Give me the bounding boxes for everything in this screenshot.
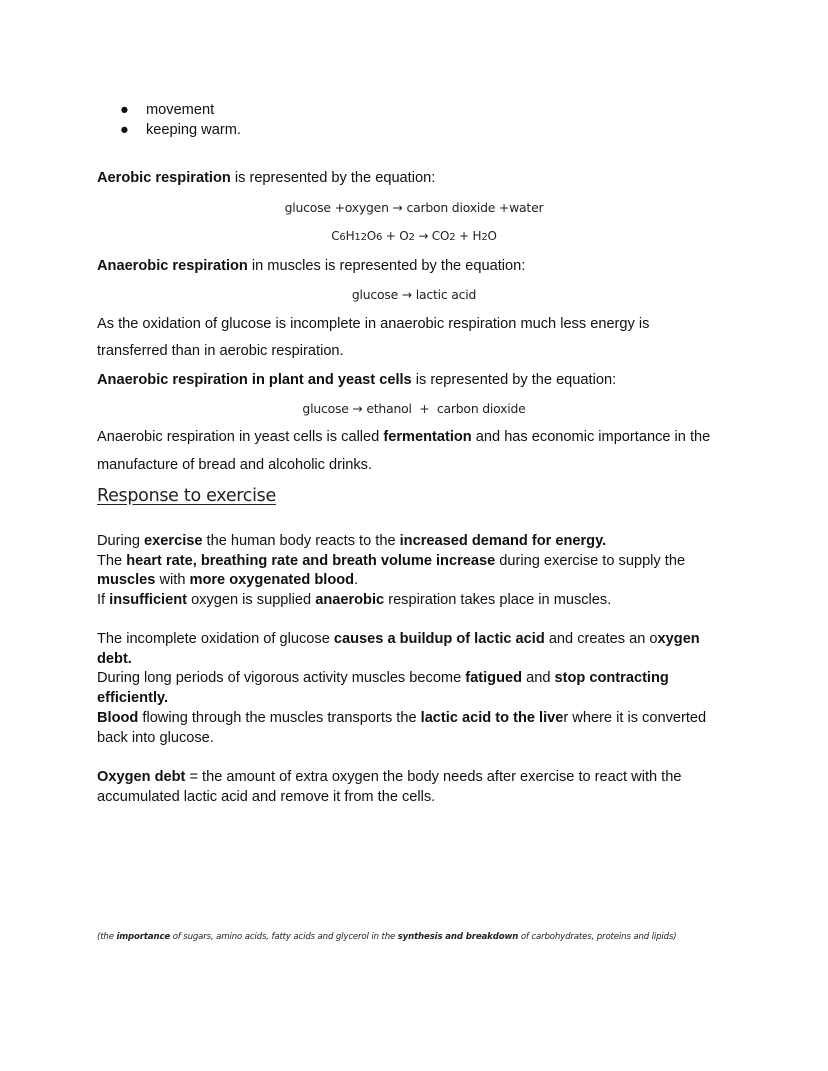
text: respiration takes place in muscles. <box>384 592 612 608</box>
p3-line1 <box>97 769 681 785</box>
text: of sugars, amino acids, fatty acids and glycerol in the <box>170 932 398 942</box>
text: of carbohydrates, proteins and lipids) <box>518 932 677 942</box>
text: is represented by the equation: <box>230 170 436 186</box>
bold-text: efficiently. <box>97 690 169 706</box>
bullet-dot: ● <box>120 122 129 138</box>
p2-line1 <box>97 631 700 647</box>
bold-text: importance <box>116 932 171 942</box>
arrow-icon: → <box>401 287 412 302</box>
p2-line4 <box>97 690 168 706</box>
text: = the amount of extra oxygen the body needs after exercise to react with the <box>185 769 682 785</box>
p2-line3 <box>97 670 669 686</box>
bold-text: increased demand for energy. <box>399 533 607 549</box>
bold-text: Blood <box>97 710 139 726</box>
bold-text: fatigued <box>465 670 523 686</box>
energy-note-line1: As the oxidation of glucose is incomplete in anaerobic respiration much less energy is <box>97 316 650 332</box>
fermentation-line2: manufacture of bread and alcoholic drinks. <box>97 457 373 473</box>
p2-line6: back into glucose. <box>97 730 214 746</box>
text: The <box>97 553 127 569</box>
aerobic-chemical-equation <box>0 229 828 243</box>
text: If <box>97 592 110 608</box>
text: oxygen is supplied <box>187 592 316 608</box>
text: flowing through the muscles transports the <box>138 710 421 726</box>
bold-text: stop contracting <box>554 670 669 686</box>
aerobic-word-equation <box>0 200 828 215</box>
bold-text: synthesis and breakdown <box>397 932 519 942</box>
text: r where it is converted <box>563 710 707 726</box>
bold-text: lactic acid to the live <box>420 710 564 726</box>
p2-line2 <box>97 651 132 667</box>
p1-line4 <box>97 592 611 608</box>
ethanol-equation <box>0 401 828 416</box>
products: carbon dioxide +water <box>406 200 544 215</box>
bullet-item: movement <box>146 102 215 118</box>
bold-text: debt. <box>97 651 132 667</box>
bullet-item: keeping warm. <box>146 122 241 138</box>
text: with <box>155 572 190 588</box>
products: ethanol + carbon dioxide <box>366 401 526 416</box>
bold-text: more oxygenated blood <box>189 572 355 588</box>
text: The incomplete oxidation of glucose <box>97 631 334 647</box>
bold-text: muscles <box>97 572 156 588</box>
p1-line2 <box>97 553 685 569</box>
text: the human body reacts to the <box>202 533 400 549</box>
footnote <box>97 932 677 942</box>
fermentation-line1 <box>97 429 710 445</box>
reactants: glucose +oxygen <box>284 200 389 215</box>
section-heading: Response to exercise <box>97 486 276 506</box>
bullet-dot: ● <box>120 102 129 118</box>
text: During <box>97 533 145 549</box>
bold-text: xygen <box>657 631 700 647</box>
lactic-acid-equation <box>0 287 828 302</box>
arrow-icon: → <box>352 401 363 416</box>
text: Anaerobic respiration in yeast cells is called <box>97 429 384 445</box>
text: in muscles is represented by the equation: <box>247 258 526 274</box>
anaerobic-plant-intro <box>97 372 616 388</box>
text: and has economic importance in the <box>471 429 711 445</box>
text: . <box>354 572 359 588</box>
p3-line2: accumulated lactic acid and remove it from the cells. <box>97 789 436 805</box>
term-fermentation: fermentation <box>383 429 472 445</box>
products: CO2 + H2O <box>431 229 497 243</box>
text: During long periods of vigorous activity muscles become <box>97 670 466 686</box>
bold-text: heart rate, breathing rate and breath volume increase <box>126 553 496 569</box>
reactants: glucose <box>302 401 349 416</box>
text: and creates an o <box>544 631 658 647</box>
p2-line5 <box>97 710 706 726</box>
p1-line1 <box>97 533 606 549</box>
reactants: C6H12O6 + O2 <box>331 229 415 243</box>
arrow-icon: → <box>418 229 429 243</box>
reactants: glucose <box>351 287 399 302</box>
bold-text: exercise <box>144 533 203 549</box>
energy-note-line2: transferred than in aerobic respiration. <box>97 343 344 359</box>
term-anaerobic: Anaerobic respiration <box>97 258 248 274</box>
text: is represented by the equation: <box>411 372 617 388</box>
bold-text: insufficient <box>109 592 188 608</box>
term-oxygen-debt: Oxygen debt <box>97 769 186 785</box>
bold-text: anaerobic <box>315 592 385 608</box>
arrow-icon: → <box>392 200 403 215</box>
term-aerobic: Aerobic respiration <box>97 170 231 186</box>
text: (the <box>97 932 117 942</box>
term-anaerobic-plant: Anaerobic respiration in plant and yeast cells <box>97 372 412 388</box>
anaerobic-muscle-intro <box>97 258 525 274</box>
aerobic-intro <box>97 170 435 186</box>
text: during exercise to supply the <box>495 553 686 569</box>
p1-line3 <box>97 572 358 588</box>
products: lactic acid <box>415 287 477 302</box>
text: and <box>522 670 555 686</box>
bold-text: causes a buildup of lactic acid <box>333 631 545 647</box>
